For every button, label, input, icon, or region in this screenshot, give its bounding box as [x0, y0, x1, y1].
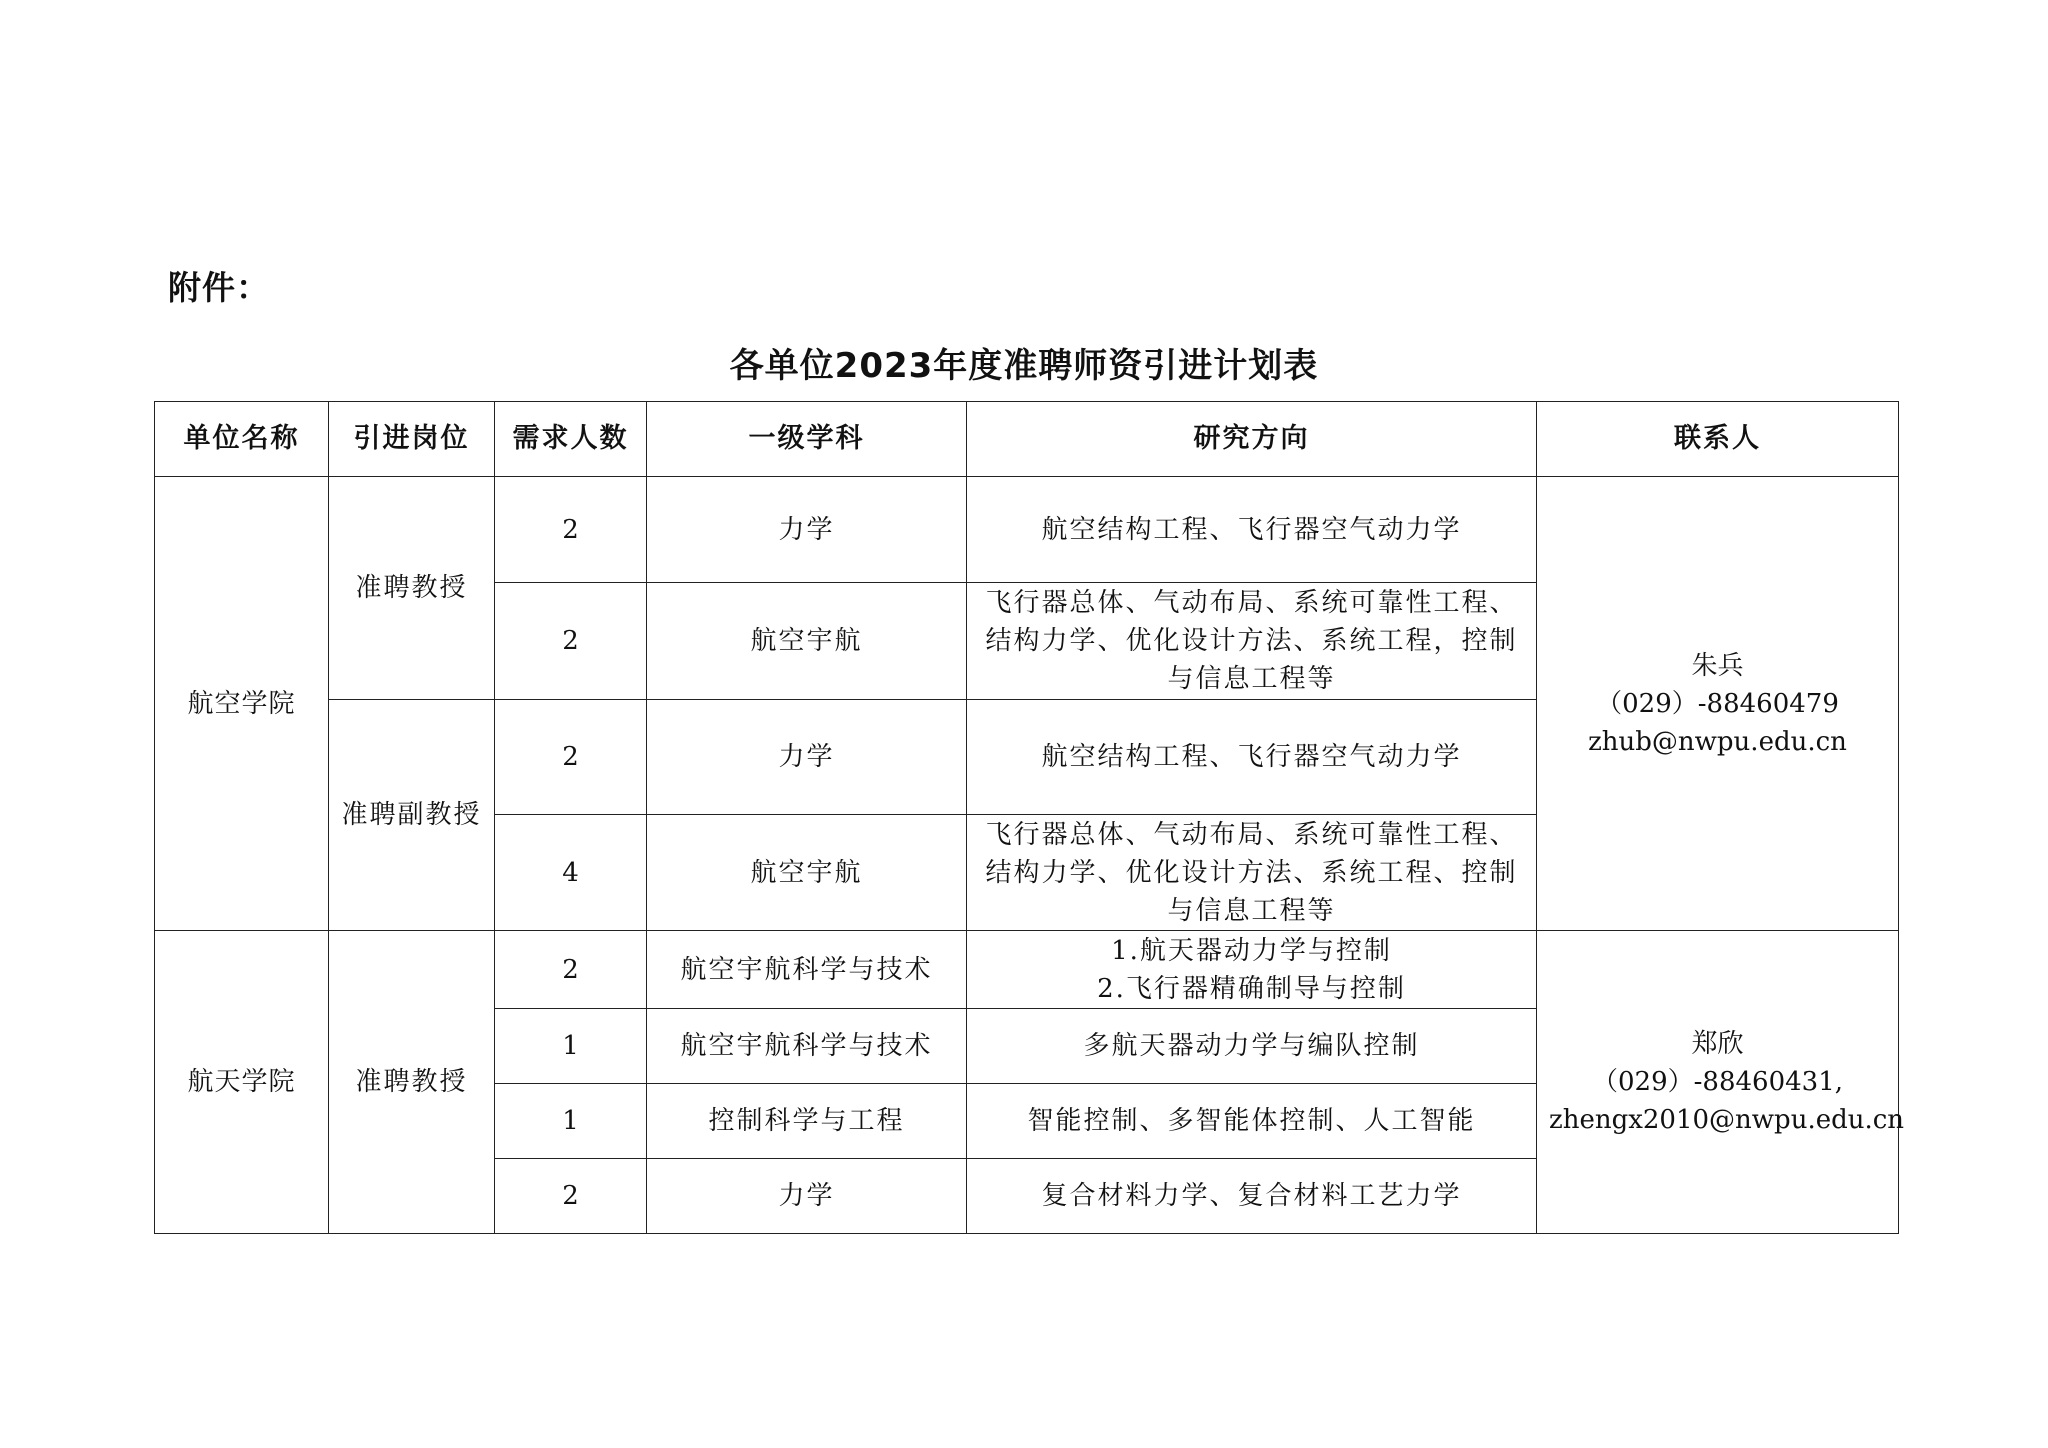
- recruitment-plan-table: [154, 401, 1905, 1234]
- direction-cell: 飞行器总体、气动布局、系统可靠性工程、结构力学、优化设计方法、系统工程，控制与信息工程等: [967, 583, 1537, 700]
- attachment-label: 附件：: [168, 268, 270, 307]
- page-title: 各单位2023年度准聘师资引进计划表: [729, 346, 1319, 386]
- contact-cell: [1537, 477, 1899, 931]
- header-unit-name: 单位名称: [155, 402, 329, 477]
- header-contact: 联系人: [1537, 402, 1899, 477]
- direction-cell: [967, 931, 1537, 1009]
- discipline-cell: 力学: [647, 477, 967, 583]
- headcount-cell: 2: [495, 477, 647, 583]
- direction-cell: 航空结构工程、飞行器空气动力学: [967, 700, 1537, 815]
- header-research-direction: 研究方向: [967, 402, 1537, 477]
- discipline-cell: 力学: [647, 700, 967, 815]
- header-position: 引进岗位: [329, 402, 495, 477]
- contact-phone: （029）-88460479: [1596, 688, 1839, 719]
- discipline-cell: 航空宇航科学与技术: [647, 931, 967, 1009]
- header-discipline: 一级学科: [647, 402, 967, 477]
- header-headcount: 需求人数: [495, 402, 647, 477]
- headcount-cell: 2: [495, 583, 647, 700]
- contact-cell: [1537, 931, 1905, 1234]
- direction-line: 1.航天器动力学与控制: [1111, 935, 1392, 966]
- contact-name: 朱兵: [1691, 650, 1744, 681]
- unit-name-cell: 航天学院: [155, 931, 329, 1234]
- direction-line: 2.飞行器精确制导与控制: [1097, 973, 1406, 1004]
- discipline-cell: 航空宇航科学与技术: [647, 1009, 967, 1084]
- direction-cell: 智能控制、多智能体控制、人工智能: [967, 1084, 1537, 1159]
- unit-name-cell: 航空学院: [155, 477, 329, 931]
- discipline-cell: 航空宇航: [647, 583, 967, 700]
- contact-phone: （029）-88460431,: [1591, 1067, 1843, 1097]
- headcount-cell: 2: [495, 1159, 647, 1234]
- contact-name: 郑欣: [1691, 1029, 1744, 1059]
- position-cell: 准聘副教授: [329, 700, 495, 931]
- direction-cell: 飞行器总体、气动布局、系统可靠性工程、结构力学、优化设计方法、系统工程、控制与信息工程等: [967, 815, 1537, 931]
- table-header-row: [155, 402, 1899, 477]
- direction-cell: 航空结构工程、飞行器空气动力学: [967, 477, 1537, 583]
- discipline-cell: 控制科学与工程: [647, 1084, 967, 1159]
- headcount-cell: 4: [495, 815, 647, 931]
- contact-email: zhub@nwpu.edu.cn: [1588, 726, 1847, 757]
- table-row: [155, 931, 1899, 1009]
- headcount-cell: 2: [495, 700, 647, 815]
- direction-cell: 多航天器动力学与编队控制: [967, 1009, 1537, 1084]
- table-row: [155, 477, 1899, 583]
- discipline-cell: 力学: [647, 1159, 967, 1234]
- contact-email: zhengx2010@nwpu.edu.cn: [1549, 1105, 1905, 1135]
- headcount-cell: 2: [495, 931, 647, 1009]
- headcount-cell: 1: [495, 1009, 647, 1084]
- discipline-cell: 航空宇航: [647, 815, 967, 931]
- direction-cell: 复合材料力学、复合材料工艺力学: [967, 1159, 1537, 1234]
- position-cell: 准聘教授: [329, 931, 495, 1234]
- headcount-cell: 1: [495, 1084, 647, 1159]
- position-cell: 准聘教授: [329, 477, 495, 700]
